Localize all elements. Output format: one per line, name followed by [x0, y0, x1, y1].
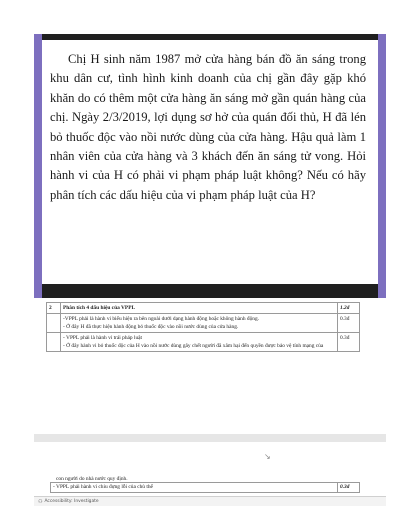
- row-number-empty: [47, 314, 61, 333]
- status-bar: [34, 496, 386, 506]
- row-number-empty: [47, 333, 61, 352]
- cell-line: -VPPL phải là hành vi biểu hiện ra bên ngoài dưới dạng hành động hoặc không hành động.: [63, 316, 260, 322]
- row-number: 2: [47, 303, 61, 314]
- cell-line: - Ở đây hành vi bỏ thuốc độc của H vào nồi nước dùng gây chết người đã xâm hại đến quyền được bảo vệ tính mạng của: [63, 343, 324, 349]
- table-row: [47, 303, 360, 314]
- page-break: [34, 434, 386, 442]
- table-cell: - VPPL phải hành vi chiu đựng lỗi của chủ thể: [51, 483, 338, 493]
- accessibility-icon[interactable]: ⚇: [38, 498, 43, 505]
- answer-table-continued: [50, 482, 360, 493]
- answer-table: [46, 302, 360, 352]
- mouse-cursor-icon: ↘: [264, 452, 271, 461]
- table-row: [47, 333, 360, 352]
- table-cell: [61, 314, 338, 333]
- slide-accent-right: [378, 34, 386, 298]
- slide-question-paragraph: Chị H sinh năm 1987 mở cửa hàng bán đồ ăn sáng trong khu dân cư, tình hình kinh doanh của chị gần đây gặp khó khăn do có thêm một cửa hàng ăn sáng mở gần quán hàng của chị. Ngày 2/3/2019, lợi dụng sơ hở của quán đối thủ, H đã lén bỏ thuốc độc vào nồi nước dùng của cửa hàng. Hậu quả làm 1 nhân viên của cửa hàng và 3 khách đến ăn sáng tử vong. Hỏi hành vi của H có phải vi phạm pháp luật không? Nếu có hãy phân tích các dấu hiệu của vi phạm pháp luật của H?: [50, 52, 366, 202]
- table-header-score: 1.2đ: [338, 303, 360, 314]
- table-row: [47, 314, 360, 333]
- cell-line: - VPPL phải là hành vi trái pháp luật: [63, 335, 143, 341]
- table-score: 0.3đ: [338, 333, 360, 352]
- table-score: 0.3đ: [338, 483, 360, 493]
- accessibility-status[interactable]: Accessibility: Investigate: [44, 499, 99, 504]
- cell-line: - Ở đây H đã thực hiện hành động bỏ thuốc độc vào nồi nước dùng của cửa hàng.: [63, 324, 239, 330]
- table-row: [51, 483, 360, 493]
- table-score: 0.3đ: [338, 314, 360, 333]
- slide-accent-left: [34, 34, 42, 298]
- table-header-content: Phân tích 4 dấu hiệu của VPPL: [61, 303, 338, 314]
- table-cell: [61, 333, 338, 352]
- page2-line: con người do nhà nước quy định.: [56, 476, 128, 482]
